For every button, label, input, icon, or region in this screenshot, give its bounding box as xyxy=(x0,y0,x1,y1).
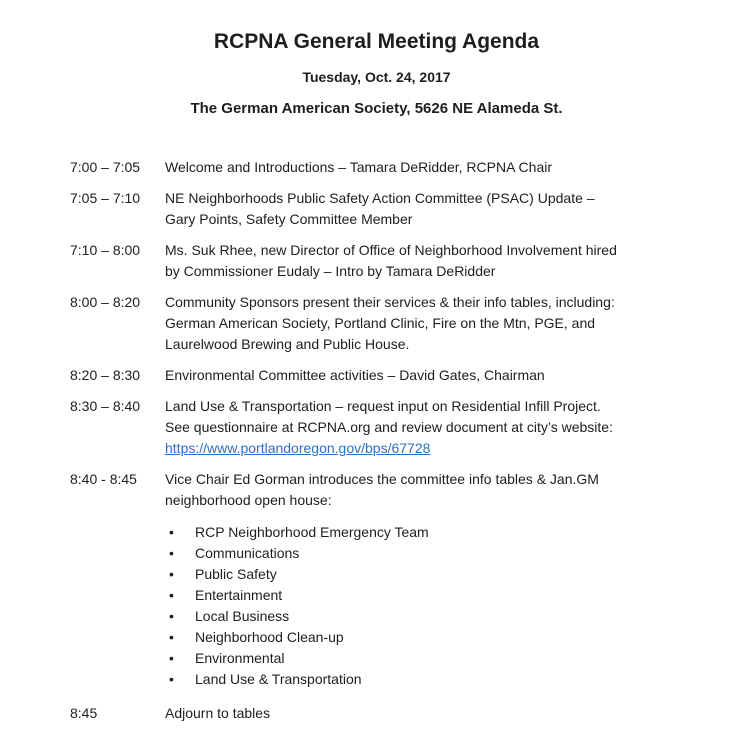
bullet-item xyxy=(165,606,693,627)
agenda-line: Ms. Suk Rhee, new Director of Office of Neighborhood Involvement hired xyxy=(165,242,617,258)
bullet-item xyxy=(165,585,693,606)
agenda-time: 7:00 – 7:05 xyxy=(70,159,141,175)
agenda-line: Welcome and Introductions – Tamara DeRidder, RCPNA Chair xyxy=(165,159,552,175)
agenda-item-text xyxy=(165,703,693,724)
agenda-item-text xyxy=(165,292,693,355)
bullet-icon: • xyxy=(169,608,174,624)
agenda-item-text xyxy=(165,240,693,282)
agenda-line: Gary Points, Safety Committee Member xyxy=(165,211,413,227)
bullet-item xyxy=(165,669,693,690)
document-header xyxy=(0,0,753,117)
bullet-icon: • xyxy=(169,524,174,540)
bullet-item xyxy=(165,564,693,585)
bullet-item xyxy=(165,627,693,648)
agenda-line: German American Society, Portland Clinic, Fire on the Mtn, PGE, and xyxy=(165,315,596,331)
committee-bullet-list xyxy=(165,522,693,690)
agenda-time: 8:45 xyxy=(70,705,98,721)
infill-review-link[interactable]: https://www.portlandoregon.gov/bps/67728 xyxy=(165,440,431,456)
bullet-icon: • xyxy=(169,587,174,603)
bullet-label: Communications xyxy=(195,545,300,561)
bullet-item xyxy=(165,522,693,543)
agenda-item-text xyxy=(165,469,693,693)
agenda-time: 8:30 – 8:40 xyxy=(70,398,141,414)
agenda-time: 8:00 – 8:20 xyxy=(70,294,141,310)
bullet-icon: • xyxy=(169,545,174,561)
agenda-line: Community Sponsors present their services & their info tables, including: xyxy=(165,294,615,310)
agenda-line: See questionnaire at RCPNA.org and review document at city’s website: xyxy=(165,419,613,435)
agenda-line: Land Use & Transportation – request input on Residential Infill Project. xyxy=(165,398,601,414)
agenda-row xyxy=(70,157,753,178)
agenda-line: NE Neighborhoods Public Safety Action Committee (PSAC) Update – xyxy=(165,190,595,206)
agenda-line: by Commissioner Eudaly – Intro by Tamara DeRidder xyxy=(165,263,496,279)
agenda-time: 8:20 – 8:30 xyxy=(70,367,141,383)
bullet-label: Neighborhood Clean-up xyxy=(195,629,344,645)
agenda-item-text xyxy=(165,396,693,459)
agenda-list xyxy=(0,157,753,724)
meeting-date: Tuesday, Oct. 24, 2017 xyxy=(302,69,451,85)
agenda-line: Adjourn to tables xyxy=(165,705,271,721)
agenda-link-line xyxy=(165,438,693,459)
agenda-line: neighborhood open house: xyxy=(165,492,332,508)
agenda-row xyxy=(70,292,753,355)
agenda-time: 7:05 – 7:10 xyxy=(70,190,141,206)
agenda-line: Environmental Committee activities – David Gates, Chairman xyxy=(165,367,545,383)
bullet-icon: • xyxy=(169,650,174,666)
bullet-label: RCP Neighborhood Emergency Team xyxy=(195,524,429,540)
agenda-row xyxy=(70,469,753,693)
bullet-label: Entertainment xyxy=(195,587,283,603)
bullet-item xyxy=(165,543,693,564)
agenda-item-text xyxy=(165,157,693,178)
agenda-row xyxy=(70,240,753,282)
agenda-line: Vice Chair Ed Gorman introduces the committee info tables & Jan.GM xyxy=(165,471,599,487)
agenda-item-text xyxy=(165,188,693,230)
agenda-time: 8:40 - 8:45 xyxy=(70,471,137,487)
agenda-line: Laurelwood Brewing and Public House. xyxy=(165,336,410,352)
bullet-icon: • xyxy=(169,629,174,645)
bullet-icon: • xyxy=(169,671,174,687)
agenda-time: 7:10 – 8:00 xyxy=(70,242,141,258)
agenda-row xyxy=(70,703,753,724)
bullet-label: Environmental xyxy=(195,650,285,666)
bullet-label: Local Business xyxy=(195,608,290,624)
bullet-label: Public Safety xyxy=(195,566,277,582)
bullet-item xyxy=(165,648,693,669)
bullet-icon: • xyxy=(169,566,174,582)
agenda-row xyxy=(70,188,753,230)
agenda-item-text xyxy=(165,365,693,386)
agenda-row xyxy=(70,396,753,459)
page-title: RCPNA General Meeting Agenda xyxy=(213,30,540,53)
meeting-location: The German American Society, 5626 NE Alameda St. xyxy=(190,100,563,117)
bullet-label: Land Use & Transportation xyxy=(195,671,362,687)
agenda-row xyxy=(70,365,753,386)
